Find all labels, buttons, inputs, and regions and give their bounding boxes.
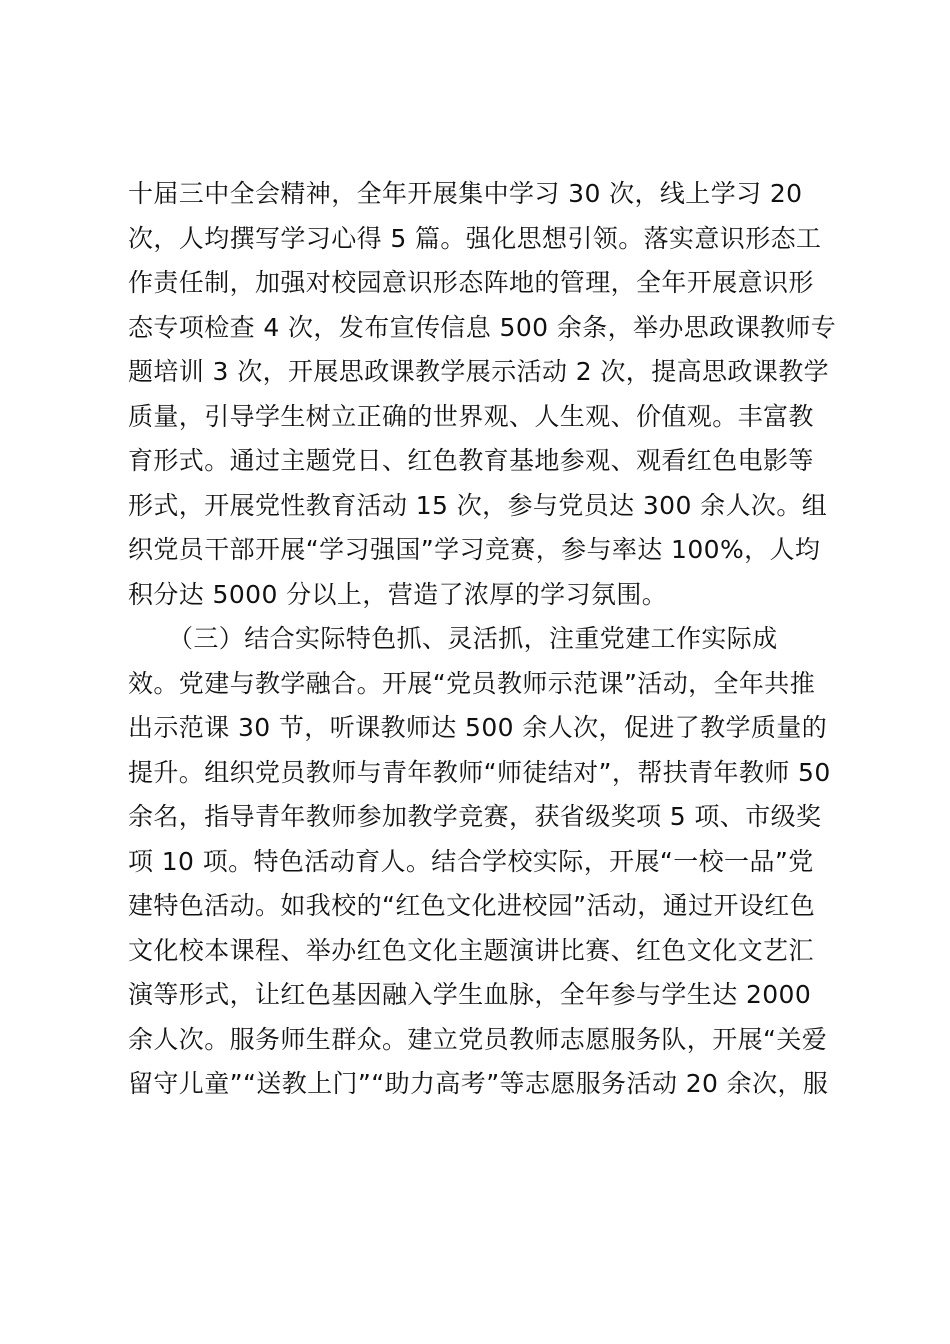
- text-line: 文化校本课程、举办红色文化主题演讲比赛、红色文化文艺汇: [128, 935, 814, 965]
- text-line: 作责任制，加强对校园意识形态阵地的管理，全年开展意识形: [128, 268, 814, 297]
- body-text: [128, 172, 840, 1107]
- text-line: 留守儿童”“送教上门”“助力高考”等志愿服务活动 20 余次，服: [128, 1069, 829, 1098]
- text-line: 态专项检查 4 次，发布宣传信息 500 余条，举办思政课教师专: [128, 312, 837, 342]
- text-line: 出示范课 30 节，听课教师达 500 余人次，促进了教学质量的: [128, 713, 828, 742]
- text-line: 效。党建与教学融合。开展“党员教师示范课”活动，全年共推: [128, 668, 816, 698]
- text-line: 次，人均撰写学习心得 5 篇。强化思想引领。落实意识形态工: [128, 223, 822, 253]
- text-line: 积分达 5000 分以上，营造了浓厚的学习氛围。: [128, 579, 668, 609]
- text-line: 项 10 项。特色活动育人。结合学校实际，开展“一校一品”党: [128, 846, 814, 876]
- text-line: 余人次。服务师生群众。建立党员教师志愿服务队，开展“关爱: [128, 1024, 828, 1054]
- text-line: 形式，开展党性教育活动 15 次，参与党员达 300 余人次。组: [128, 490, 828, 520]
- text-line: 织党员干部开展“学习强国”学习竞赛，参与率达 100%，人均: [128, 535, 821, 564]
- text-line: 育形式。通过主题党日、红色教育基地参观、观看红色电影等: [128, 446, 814, 475]
- text-line: 演等形式，让红色基因融入学生血脉，全年参与学生达 2000: [128, 980, 812, 1009]
- text-line: 建特色活动。如我校的“红色文化进校园”活动，通过开设红色: [128, 891, 816, 920]
- text-line: 十届三中全会精神，全年开展集中学习 30 次，线上学习 20: [128, 179, 803, 208]
- text-line: 题培训 3 次，开展思政课教学展示活动 2 次，提高思政课教学: [128, 357, 830, 386]
- text-line: 提升。组织党员教师与青年教师“师徒结对”，帮扶青年教师 50: [128, 757, 831, 787]
- section-heading-line: （三）结合实际特色抓、灵活抓，注重党建工作实际成: [168, 624, 778, 653]
- text-line: 质量，引导学生树立正确的世界观、人生观、价值观。丰富教: [128, 401, 814, 431]
- text-line: 余名，指导青年教师参加教学竞赛，获省级奖项 5 项、市级奖: [128, 802, 822, 831]
